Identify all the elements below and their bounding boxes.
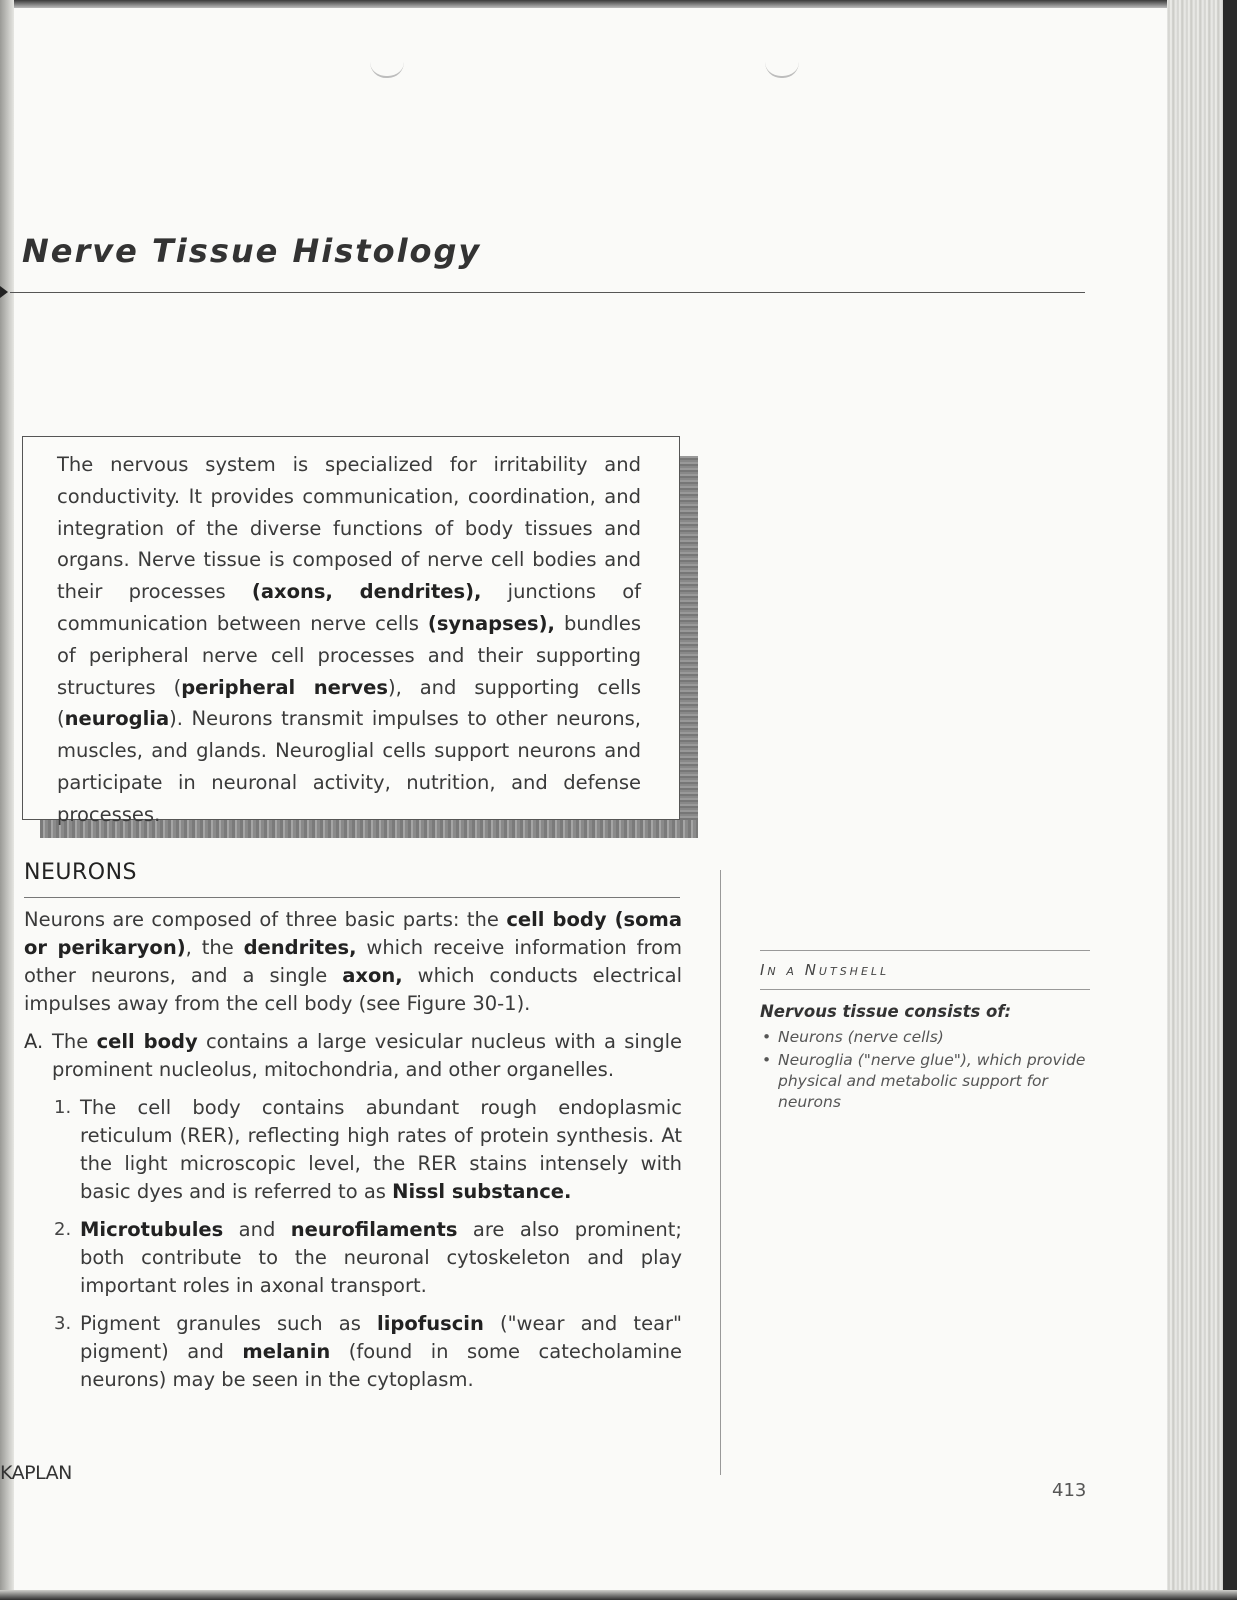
bold-term: peripheral nerves	[181, 675, 388, 699]
bold-term: cell body	[96, 1030, 198, 1053]
list-item-text	[80, 1216, 682, 1300]
sub-item-2	[24, 1216, 682, 1300]
bold-term: lipofuscin	[377, 1312, 484, 1335]
scan-edge-top	[0, 0, 1237, 8]
text-run: are also prominent; both contribute to the neuronal cytoskeleton and play important roles in axonal transport.	[80, 1218, 682, 1297]
text-run: (found in some catecholamine neurons) may be seen in the cytoplasm.	[80, 1340, 682, 1391]
text-run: ("wear and tear" pigment) and	[80, 1312, 682, 1363]
text-run: ), and supporting cells (	[57, 675, 641, 731]
text-run: junctions of communication between nerve cells	[57, 580, 642, 635]
section-rule	[24, 897, 680, 898]
text-run: Pigment granules such as	[80, 1312, 378, 1335]
text-run: The	[52, 1030, 97, 1053]
bold-term: dendrites,	[243, 936, 357, 959]
sidebar-nutshell	[760, 950, 1090, 1115]
bold-term: Nissl substance.	[392, 1180, 572, 1203]
list-item-a	[24, 1028, 682, 1084]
text-run: The cell body contains abundant rough endoplasmic reticulum (RER), reflecting high rates of protein synthesis. At the light microscopic level, the RER stains intensely with basic dyes and is referred to as	[80, 1096, 682, 1203]
text-run: , the	[185, 936, 244, 959]
bold-term: neuroglia	[64, 707, 170, 731]
text-run: ). Neurons transmit impulses to other neurons, muscles, and glands. Neuroglial cells support neurons and participate in neuronal activity, nutrition, and defense processes.	[57, 707, 641, 826]
intro-box-shadow	[680, 456, 698, 838]
binding-mark	[765, 62, 799, 78]
sub-item-1	[24, 1094, 682, 1206]
list-marker: 1.	[54, 1097, 72, 1118]
text-run: contains a large vesicular nucleus with a single prominent nucleolus, mitochondria, and other organelles.	[52, 1030, 683, 1081]
binding-mark	[370, 62, 404, 78]
intro-box	[22, 436, 680, 826]
title-arrow-icon	[0, 286, 8, 298]
list-marker: A.	[24, 1030, 44, 1053]
column-divider	[720, 870, 721, 1475]
title-rule	[10, 292, 1085, 293]
bold-term: (axons, dendrites),	[251, 580, 482, 604]
text-run: which conducts electrical impulses away from the cell body (see Figure 30-1).	[24, 964, 682, 1015]
page-number: 413	[1052, 1480, 1087, 1501]
bold-term: neurofilaments	[290, 1218, 458, 1241]
list-item: • Neurons (nerve cells)	[760, 1027, 1090, 1048]
sidebar-rule	[760, 989, 1090, 990]
list-item-text	[52, 1028, 682, 1084]
list-item-text	[80, 1310, 682, 1394]
intro-paragraph	[57, 449, 641, 831]
text-run: Neurons are composed of three basic parts: the	[24, 908, 507, 931]
list-item-text	[80, 1094, 682, 1206]
list-marker: 3.	[54, 1313, 72, 1334]
sub-item-3	[24, 1310, 682, 1394]
sidebar-list	[760, 1027, 1090, 1113]
text-run: bundles of peripheral nerve cell processes and their supporting structures (	[57, 611, 641, 699]
bold-term: cell body (soma or perikaryon)	[24, 908, 682, 959]
bold-term: melanin	[242, 1340, 331, 1363]
sidebar-title: In a Nutshell	[760, 961, 890, 979]
scan-edge-left	[0, 0, 14, 1600]
neurons-intro-paragraph	[24, 906, 682, 1018]
text-run: and	[223, 1218, 291, 1241]
text-run: which receive information from other neurons, and a single	[24, 936, 682, 987]
list-marker: 2.	[54, 1219, 72, 1240]
sidebar-rule	[760, 950, 1090, 951]
sidebar-subtitle: Nervous tissue consists of:	[760, 1002, 1012, 1021]
list-item: • Neuroglia ("nerve glue"), which provide physical and metabolic support for neurons	[760, 1050, 1090, 1113]
scan-edge-bottom	[0, 1590, 1237, 1600]
publisher-logo: KAPLAN	[0, 1462, 72, 1484]
bold-term: axon,	[342, 964, 403, 987]
chapter-title: Nerve Tissue Histology	[22, 232, 482, 270]
text-run: The nervous system is specialized for irritability and conductivity. It provides communication, coordination, and integration of the diverse functions of body tissues and organs. Nerve tissue is composed of nerve cell bodies and their processes	[57, 453, 641, 604]
bold-term: Microtubules	[80, 1218, 224, 1241]
section-heading: NEURONS	[24, 860, 137, 885]
main-column	[24, 906, 682, 1404]
bold-term: (synapses),	[427, 611, 555, 635]
page-stack-edge	[1167, 0, 1237, 1600]
